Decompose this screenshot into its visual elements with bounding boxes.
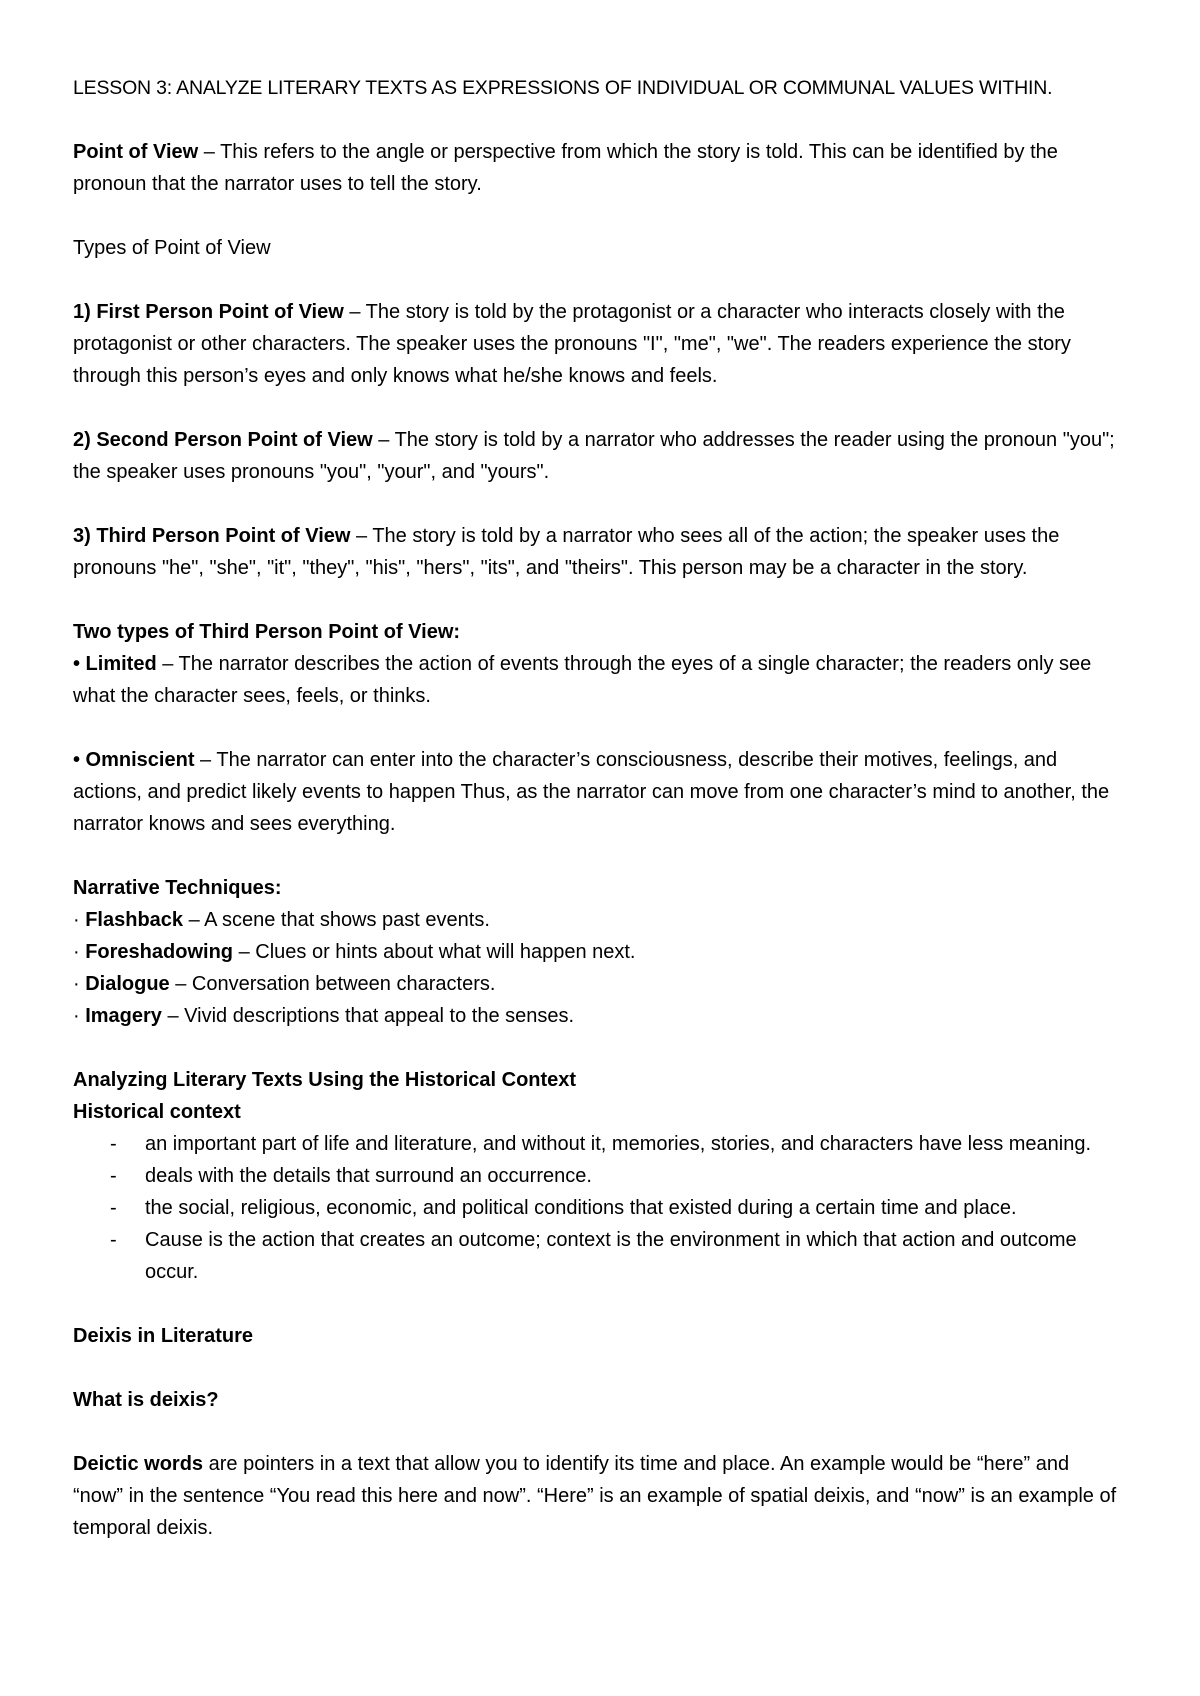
list-item: - Cause is the action that creates an outcome; context is the environment in which that action and outcome occur. [73,1224,1120,1288]
technique-term: Imagery [85,1005,162,1027]
technique-text: – A scene that shows past events. [183,909,490,931]
third-types-heading: Two types of Third Person Point of View: [73,621,461,643]
third-person-text: – The story is told by a narrator who sees all of the action; the speaker uses the pronouns "he", "she", "it", "they", "his", "hers", "its", and "theirs". This person may be a character in the story. [73,525,1060,579]
bullet-dot: · [73,1005,86,1027]
first-person-text: – The story is told by the protagonist or a character who interacts closely with the protagonist or other characters. The speaker uses the pronouns "I", "me", "we". The readers experience the story through this person’s eyes and only knows what he/she knows and feels. [73,301,1071,387]
second-person-text: – The story is told by a narrator who addresses the reader using the pronoun "you"; the speaker uses pronouns "you", "your", and "yours". [73,429,1115,483]
limited-term: • Limited [73,653,157,675]
deixis-heading: Deixis in Literature [73,1325,254,1347]
historical-list [73,1128,1120,1288]
list-item: - deals with the details that surround an occurrence. [73,1160,1120,1192]
bullet-dot: · [73,909,86,931]
deictic-term: Deictic words [73,1453,204,1475]
list-item: - the social, religious, economic, and political conditions that existed during a certain time and place. [73,1192,1120,1224]
list-item: - an important part of life and literature, and without it, memories, stories, and characters have less meaning. [73,1128,1120,1160]
omniscient-text: – The narrator can enter into the character’s consciousness, describe their motives, feelings, and actions, and predict likely events to happen Thus, as the narrator can move from one character’s mind to another, the narrator knows and sees everything. [73,749,1110,835]
technique-item [73,968,1120,1000]
deictic-paragraph [73,1448,1120,1544]
first-person-term: 1) First Person Point of View [73,301,344,323]
omniscient-term: • Omniscient [73,749,195,771]
point-of-view-definition: – This refers to the angle or perspective from which the story is told. This can be identified by the pronoun that the narrator uses to tell the story. [73,141,1058,195]
technique-text: – Clues or hints about what will happen next. [233,941,636,963]
lesson-title: LESSON 3: ANALYZE LITERARY TEXTS AS EXPRESSIONS OF INDIVIDUAL OR COMMUNAL VALUES WITHIN. [73,77,1053,99]
technique-term: Dialogue [85,973,170,995]
technique-item [73,936,1120,968]
types-heading: Types of Point of View [73,237,271,259]
second-person-paragraph [73,424,1120,488]
first-person-paragraph [73,296,1120,392]
historical-subheading: Historical context [73,1101,241,1123]
technique-item [73,1000,1120,1032]
techniques-heading: Narrative Techniques: [73,877,282,899]
limited-text: – The narrator describes the action of events through the eyes of a single character; the readers only see what the character sees, feels, or thinks. [73,653,1092,707]
technique-term: Flashback [85,909,184,931]
technique-term: Foreshadowing [85,941,234,963]
deixis-question: What is deixis? [73,1389,219,1411]
deictic-text: are pointers in a text that allow you to identify its time and place. An example would be “here” and “now” in the sentence “You read this here and now”. “Here” is an example of spatial deixis, and “now” is an example of temporal deixis. [73,1453,1117,1539]
technique-text: – Vivid descriptions that appeal to the senses. [161,1005,575,1027]
omniscient-paragraph [73,744,1120,840]
technique-item [73,904,1120,936]
limited-paragraph [73,648,1120,712]
historical-heading: Analyzing Literary Texts Using the Historical Context [73,1069,577,1091]
third-person-term: 3) Third Person Point of View [73,525,351,547]
point-of-view-paragraph [73,136,1120,200]
technique-text: – Conversation between characters. [169,973,496,995]
point-of-view-term: Point of View [73,141,199,163]
second-person-term: 2) Second Person Point of View [73,429,373,451]
bullet-dot: · [73,973,86,995]
third-person-paragraph [73,520,1120,584]
bullet-dot: · [73,941,86,963]
